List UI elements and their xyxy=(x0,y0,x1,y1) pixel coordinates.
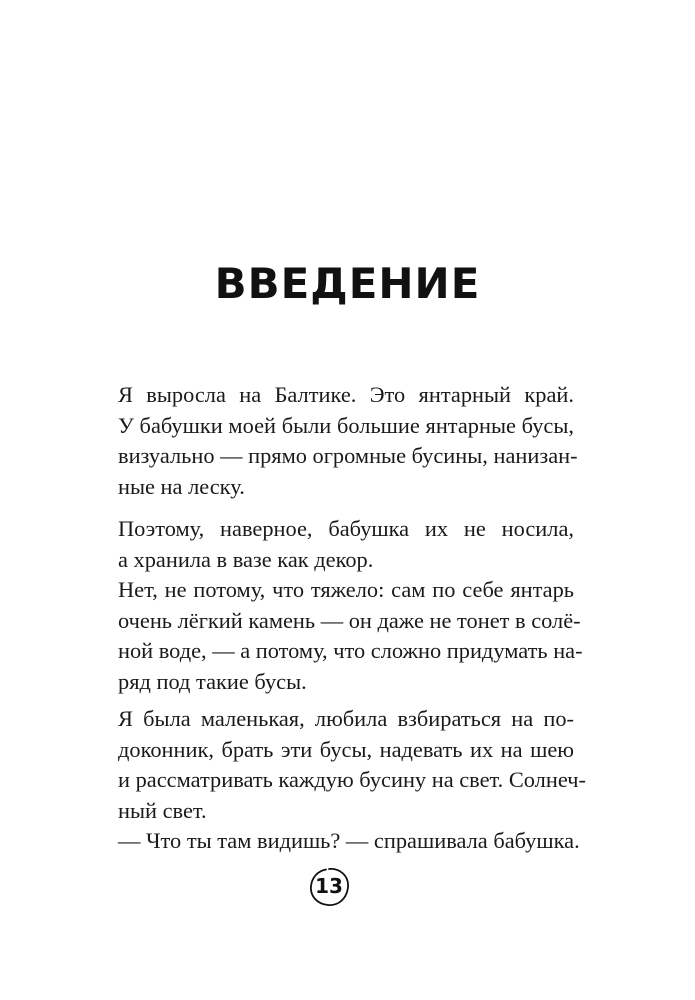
text-line: доконник, брать эти бусы, надевать их на шею xyxy=(118,736,574,762)
text-line: и рассматривать каждую бусину на свет. Солнеч- xyxy=(118,767,586,792)
text-line: очень лёгкий камень — он даже не тонет в солё- xyxy=(118,607,581,633)
text-line: Поэтому, наверное, бабушка их не носила, xyxy=(118,516,574,541)
text-line: ной воде, — а потому, что сложно придумать на- xyxy=(118,638,583,663)
paragraph xyxy=(118,380,578,502)
text-line: — Что ты там видишь? — спрашивала бабушка. xyxy=(118,828,580,853)
text-line: ный свет. xyxy=(118,797,207,823)
text-line: У бабушки моей были большие янтарные бусы, xyxy=(118,412,574,438)
text-line: ные на леску. xyxy=(118,473,245,499)
text-line: Нет, не потому, что тяжело: сам по себе янтарь xyxy=(118,577,574,602)
paragraph xyxy=(118,704,586,857)
chapter-title: ВВЕДЕНИЕ xyxy=(214,259,481,308)
paragraph xyxy=(118,514,583,697)
page-number-label: 13 xyxy=(315,874,343,898)
text-line: Я была маленькая, любила взбираться на по- xyxy=(118,706,574,731)
text-line: визуально — прямо огромные бусины, нанизан- xyxy=(118,443,578,468)
text-line: а хранила в вазе как декор. xyxy=(118,546,374,572)
text-line: ряд под такие бусы. xyxy=(118,668,307,694)
text-line: Я выросла на Балтике. Это янтарный край. xyxy=(118,382,574,407)
page-number xyxy=(307,866,351,908)
